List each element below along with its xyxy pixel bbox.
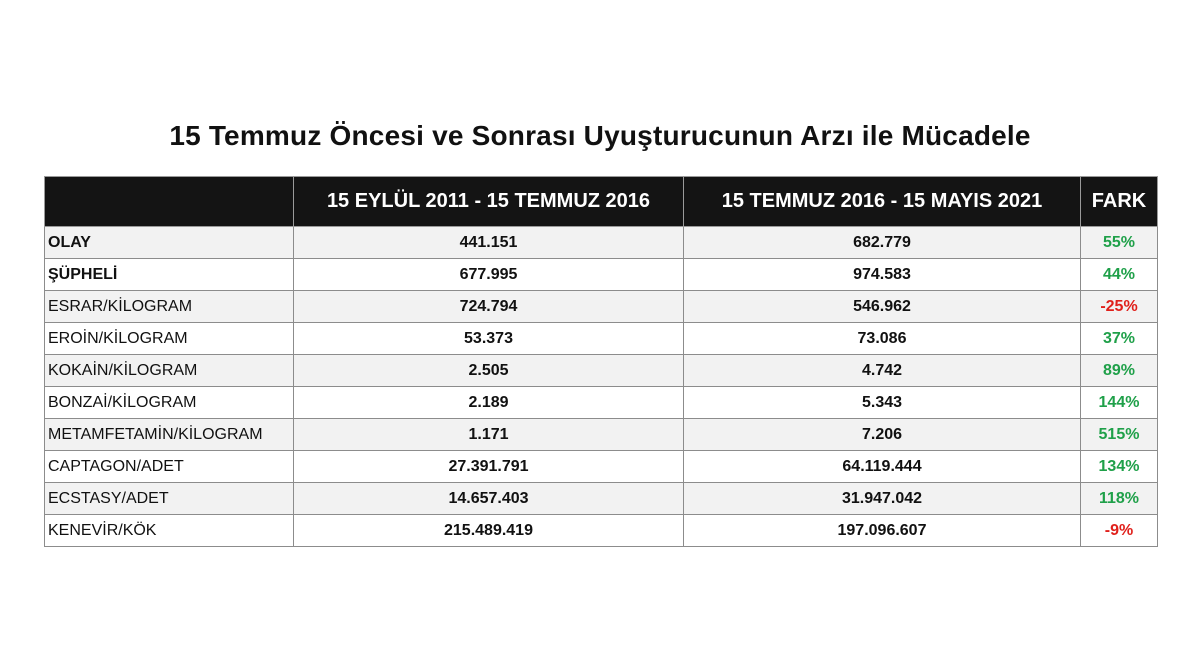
comparison-table xyxy=(44,176,1158,547)
table-row xyxy=(45,451,1158,483)
row-label: OLAY xyxy=(45,227,294,259)
value-before: 2.189 xyxy=(294,387,684,419)
table-row xyxy=(45,515,1158,547)
row-label: ECSTASY/ADET xyxy=(45,483,294,515)
row-label: BONZAİ/KİLOGRAM xyxy=(45,387,294,419)
value-before: 441.151 xyxy=(294,227,684,259)
value-after: 31.947.042 xyxy=(684,483,1081,515)
value-before: 14.657.403 xyxy=(294,483,684,515)
value-after: 974.583 xyxy=(684,259,1081,291)
value-before: 27.391.791 xyxy=(294,451,684,483)
difference-value: -25% xyxy=(1081,291,1158,323)
value-after: 64.119.444 xyxy=(684,451,1081,483)
header-after-period: 15 TEMMUZ 2016 - 15 MAYIS 2021 xyxy=(684,177,1081,227)
difference-value: 515% xyxy=(1081,419,1158,451)
row-label: ESRAR/KİLOGRAM xyxy=(45,291,294,323)
value-before: 2.505 xyxy=(294,355,684,387)
table-header-row xyxy=(45,177,1158,227)
table-row xyxy=(45,323,1158,355)
row-label: ŞÜPHELİ xyxy=(45,259,294,291)
table-row xyxy=(45,387,1158,419)
value-before: 724.794 xyxy=(294,291,684,323)
table-row xyxy=(45,291,1158,323)
value-after: 5.343 xyxy=(684,387,1081,419)
value-after: 4.742 xyxy=(684,355,1081,387)
header-before-period: 15 EYLÜL 2011 - 15 TEMMUZ 2016 xyxy=(294,177,684,227)
value-after: 197.096.607 xyxy=(684,515,1081,547)
table-row xyxy=(45,355,1158,387)
table-row xyxy=(45,419,1158,451)
difference-value: 37% xyxy=(1081,323,1158,355)
value-after: 7.206 xyxy=(684,419,1081,451)
table-row xyxy=(45,483,1158,515)
difference-value: 134% xyxy=(1081,451,1158,483)
value-after: 682.779 xyxy=(684,227,1081,259)
value-after: 73.086 xyxy=(684,323,1081,355)
row-label: CAPTAGON/ADET xyxy=(45,451,294,483)
difference-value: -9% xyxy=(1081,515,1158,547)
row-label: KENEVİR/KÖK xyxy=(45,515,294,547)
value-before: 53.373 xyxy=(294,323,684,355)
value-before: 1.171 xyxy=(294,419,684,451)
difference-value: 44% xyxy=(1081,259,1158,291)
header-category xyxy=(45,177,294,227)
page-title: 15 Temmuz Öncesi ve Sonrası Uyuşturucunun Arzı ile Mücadele xyxy=(169,120,1031,151)
row-label: EROİN/KİLOGRAM xyxy=(45,323,294,355)
table-row xyxy=(45,259,1158,291)
table-row xyxy=(45,227,1158,259)
value-before: 677.995 xyxy=(294,259,684,291)
value-after: 546.962 xyxy=(684,291,1081,323)
header-difference: FARK xyxy=(1081,177,1158,227)
value-before: 215.489.419 xyxy=(294,515,684,547)
table-body xyxy=(45,227,1158,547)
difference-value: 144% xyxy=(1081,387,1158,419)
difference-value: 89% xyxy=(1081,355,1158,387)
row-label: KOKAİN/KİLOGRAM xyxy=(45,355,294,387)
row-label: METAMFETAMİN/KİLOGRAM xyxy=(45,419,294,451)
difference-value: 55% xyxy=(1081,227,1158,259)
difference-value: 118% xyxy=(1081,483,1158,515)
